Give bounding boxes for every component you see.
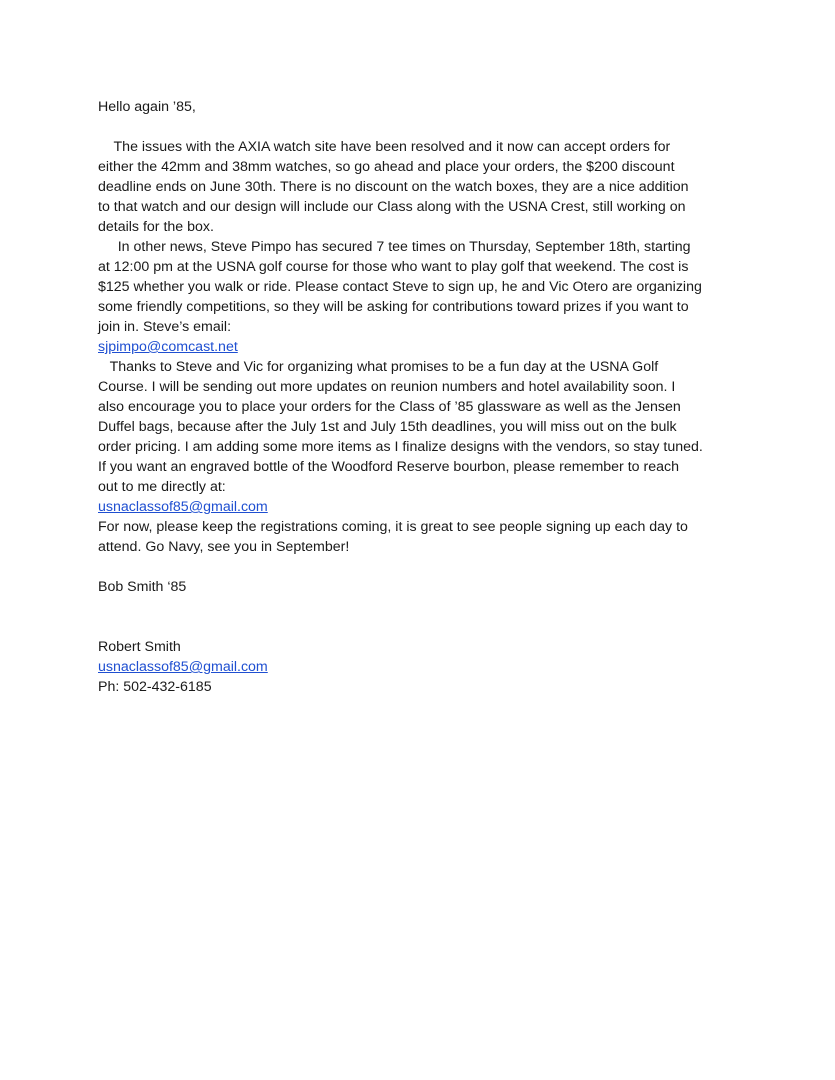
paragraph-line: If you want an engraved bottle of the Woodford Reserve bourbon, please remember to reach: [98, 459, 679, 475]
spacer: [98, 117, 748, 137]
signoff: Bob Smith ‘85: [98, 579, 187, 595]
paragraph-line: details for the box.: [98, 219, 214, 235]
signature-email-link[interactable]: usnaclassof85@gmail.com: [98, 659, 268, 675]
paragraph-line: join in. Steve’s email:: [98, 319, 232, 335]
paragraph-line: In other news, Steve Pimpo has secured 7 tee times on Thursday, September 18th, starting: [98, 239, 691, 255]
paragraph-line: deadline ends on June 30th. There is no discount on the watch boxes, they are a nice addition: [98, 179, 689, 195]
paragraph-watch-orders: [98, 137, 748, 237]
paragraph-updates: [98, 357, 748, 497]
paragraph-line: also encourage you to place your orders for the Class of ’85 glassware as well as the Jensen: [98, 399, 681, 415]
greeting: Hello again ’85,: [98, 99, 196, 115]
letter-body: [98, 97, 748, 697]
steve-email-link[interactable]: sjpimpo@comcast.net: [98, 339, 238, 355]
spacer: [98, 617, 748, 637]
paragraph-line: some friendly competitions, so they will be asking for contributions toward prizes if you want to: [98, 299, 689, 315]
paragraph-line: order pricing. I am adding some more items as I finalize designs with the vendors, so stay tuned.: [98, 439, 703, 455]
paragraph-line: The issues with the AXIA watch site have been resolved and it now can accept orders for: [98, 139, 671, 155]
paragraph-line: Duffel bags, because after the July 1st and July 15th deadlines, you will miss out on the bulk: [98, 419, 677, 435]
paragraph-line: For now, please keep the registrations coming, it is great to see people signing up each day to: [98, 519, 688, 535]
spacer: [98, 557, 748, 577]
paragraph-line: either the 42mm and 38mm watches, so go ahead and place your orders, the $200 discount: [98, 159, 675, 175]
signature-phone: Ph: 502-432-6185: [98, 679, 212, 695]
paragraph-line: attend. Go Navy, see you in September!: [98, 539, 350, 555]
paragraph-golf-tee-times: [98, 237, 748, 337]
spacer: [98, 597, 748, 617]
paragraph-line: Thanks to Steve and Vic for organizing what promises to be a fun day at the USNA Golf: [98, 359, 659, 375]
paragraph-line: at 12:00 pm at the USNA golf course for those who want to play golf that weekend. The cost is: [98, 259, 689, 275]
signature-name: Robert Smith: [98, 639, 181, 655]
bob-email-link[interactable]: usnaclassof85@gmail.com: [98, 499, 268, 515]
paragraph-line: to that watch and our design will include our Class along with the USNA Crest, still working on: [98, 199, 686, 215]
paragraph-line: out to me directly at:: [98, 479, 226, 495]
paragraph-line: Course. I will be sending out more updates on reunion numbers and hotel availability soon. I: [98, 379, 676, 395]
paragraph-closing: [98, 517, 748, 557]
paragraph-line: $125 whether you walk or ride. Please contact Steve to sign up, he and Vic Otero are organizing: [98, 279, 702, 295]
signature-block: [98, 637, 748, 697]
